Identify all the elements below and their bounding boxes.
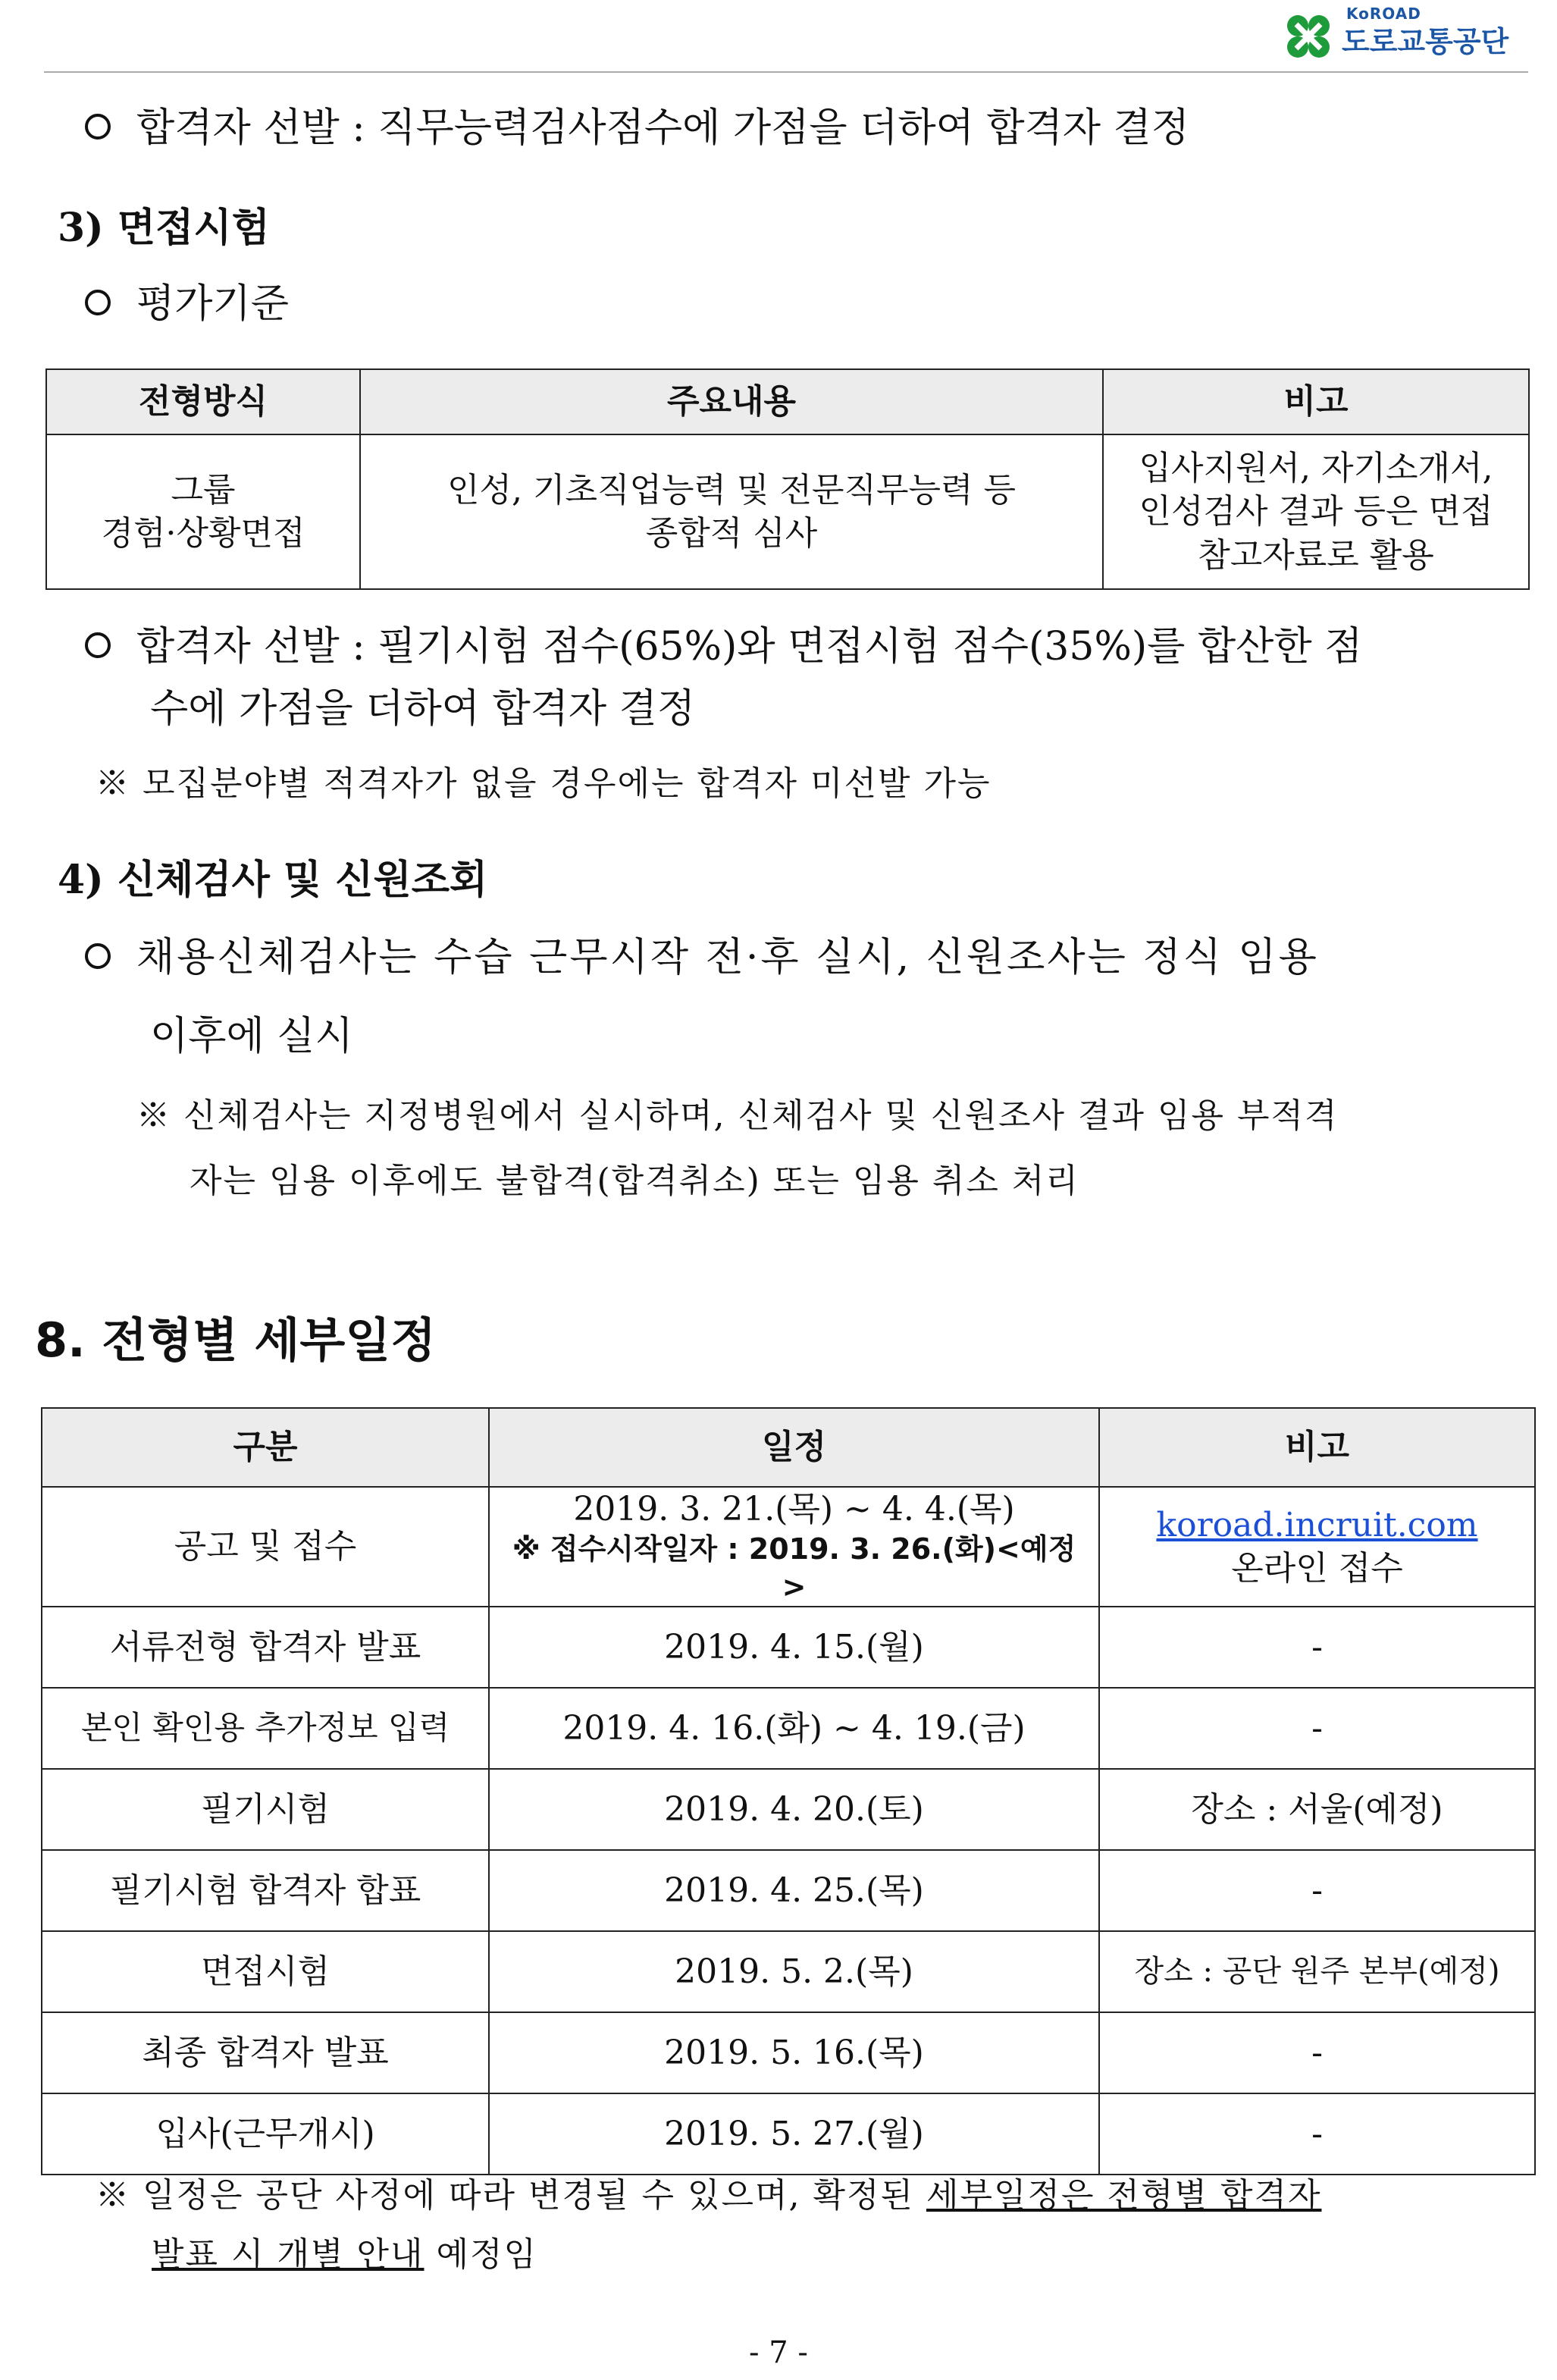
circle-bullet-icon bbox=[85, 632, 111, 658]
table-header-row bbox=[46, 369, 1529, 434]
date-cell: 2019. 4. 16.(화) ~ 4. 19.(금) bbox=[489, 1688, 1099, 1769]
table-header-row bbox=[42, 1408, 1535, 1487]
section-8-title: 8. 전형별 세부일정 bbox=[35, 1312, 437, 1368]
koroad-logo bbox=[1281, 5, 1531, 65]
criteria-label: 평가기준 bbox=[85, 281, 289, 328]
content-cell bbox=[360, 434, 1103, 589]
circle-bullet-icon bbox=[85, 114, 111, 140]
stage-cell: 필기시험 bbox=[42, 1769, 489, 1850]
stage-cell: 공고 및 접수 bbox=[42, 1487, 489, 1607]
date-cell: 2019. 5. 2.(목) bbox=[489, 1931, 1099, 2012]
table-row bbox=[42, 1931, 1535, 2012]
note-cell bbox=[1103, 434, 1529, 589]
stage-cell: 서류전형 합격자 발표 bbox=[42, 1607, 489, 1688]
table-row bbox=[42, 2012, 1535, 2093]
header-stage: 구분 bbox=[42, 1408, 489, 1487]
table-row bbox=[46, 434, 1529, 589]
date-cell: 2019. 4. 15.(월) bbox=[489, 1607, 1099, 1688]
note-cell: - bbox=[1099, 1688, 1535, 1769]
schedule-footnote: ※ 일정은 공단 사정에 따라 변경될 수 있으며, 확정된 세부일정은 전형별 합격자 bbox=[96, 2176, 1322, 2215]
stage-cell: 입사(근무개시) bbox=[42, 2093, 489, 2175]
stage-cell: 본인 확인용 추가정보 입력 bbox=[42, 1688, 489, 1769]
section-4-title: 4) 신체검사 및 신원조회 bbox=[58, 857, 488, 903]
circle-bullet-icon bbox=[85, 943, 111, 969]
date-cell: 2019. 4. 25.(목) bbox=[489, 1850, 1099, 1931]
table-row bbox=[42, 1769, 1535, 1850]
date-notice: ※ 접수시작일자 : 2019. 3. 26.(화)<예정> bbox=[512, 1532, 1076, 1604]
underlined-notice: 세부일정은 전형별 합격자 bbox=[926, 2176, 1322, 2215]
table-row bbox=[42, 1607, 1535, 1688]
section-3-footnote: ※ 모집분야별 적격자가 없을 경우에는 합격자 미선발 가능 bbox=[96, 764, 992, 803]
date-cell: 2019. 4. 20.(토) bbox=[489, 1769, 1099, 1850]
note-line: 인성검사 결과 등은 면접 bbox=[1139, 492, 1493, 532]
method-line: 그룹 bbox=[171, 470, 236, 510]
note-cell: 장소 : 서울(예정) bbox=[1099, 1769, 1535, 1850]
table-row bbox=[42, 1487, 1535, 1607]
note-cell: - bbox=[1099, 2012, 1535, 2093]
note-cell: 장소 : 공단 원주 본부(예정) bbox=[1099, 1931, 1535, 2012]
note-line: 온라인 접수 bbox=[1231, 1548, 1403, 1588]
stage-cell: 필기시험 합격자 합표 bbox=[42, 1850, 489, 1931]
note-cell bbox=[1099, 1487, 1535, 1607]
method-cell bbox=[46, 434, 360, 589]
section-4-note-cont: 자는 임용 이후에도 불합격(합격취소) 또는 임용 취소 처리 bbox=[190, 1162, 1079, 1200]
content-line: 인성, 기초직업능력 및 전문직무능력 등 bbox=[447, 470, 1016, 510]
interview-selection-cont: 수에 가점을 더하여 합격자 결정 bbox=[150, 686, 696, 732]
note-line: 입사지원서, 자기소개서, bbox=[1139, 449, 1493, 488]
header-divider bbox=[44, 71, 1528, 73]
clover-icon bbox=[1281, 12, 1336, 62]
content-line: 종합적 심사 bbox=[645, 514, 818, 553]
medical-check-line-cont: 이후에 실시 bbox=[150, 1014, 353, 1059]
date-cell bbox=[489, 1487, 1099, 1607]
note-cell: - bbox=[1099, 1607, 1535, 1688]
stage-cell: 최종 합격자 발표 bbox=[42, 2012, 489, 2093]
medical-check-line: 채용신체검사는 수습 근무시작 전·후 실시, 신원조사는 정식 임용 bbox=[85, 934, 1319, 981]
method-line: 경험·상황면접 bbox=[101, 514, 305, 553]
date-line: 2019. 3. 21.(목) ~ 4. 4.(목) bbox=[573, 1490, 1015, 1529]
header-note: 비고 bbox=[1099, 1408, 1535, 1487]
table-row bbox=[42, 2093, 1535, 2175]
stage-cell: 면접시험 bbox=[42, 1931, 489, 2012]
schedule-footnote-cont: 발표 시 개별 안내 예정임 bbox=[152, 2235, 537, 2274]
page-number: - 7 - bbox=[749, 2335, 808, 2370]
date-cell: 2019. 5. 27.(월) bbox=[489, 2093, 1099, 2175]
underlined-notice: 발표 시 개별 안내 bbox=[152, 2235, 424, 2274]
section-3-title: 3) 면접시험 bbox=[58, 205, 270, 251]
note-cell: - bbox=[1099, 1850, 1535, 1931]
table-row bbox=[42, 1688, 1535, 1769]
header-date: 일정 bbox=[489, 1408, 1099, 1487]
circle-bullet-icon bbox=[85, 290, 111, 315]
note-cell: - bbox=[1099, 2093, 1535, 2175]
written-exam-selection: 합격자 선발 : 직무능력검사점수에 가점을 더하여 합격자 결정 bbox=[85, 105, 1189, 152]
schedule-table bbox=[41, 1407, 1536, 2175]
header-method: 전형방식 bbox=[46, 369, 360, 434]
section-4-note: ※ 신체검사는 지정병원에서 실시하며, 신체검사 및 신원조사 결과 임용 부적격 bbox=[136, 1096, 1339, 1135]
date-cell: 2019. 5. 16.(목) bbox=[489, 2012, 1099, 2093]
header-content: 주요내용 bbox=[360, 369, 1103, 434]
logo-title: 도로교통공단 bbox=[1342, 25, 1509, 58]
logo-wordmark: KoROAD bbox=[1346, 5, 1421, 23]
interview-criteria-table bbox=[45, 368, 1530, 590]
header-note: 비고 bbox=[1103, 369, 1529, 434]
note-line: 참고자료로 활용 bbox=[1198, 535, 1434, 575]
table-row bbox=[42, 1850, 1535, 1931]
interview-selection: 합격자 선발 : 필기시험 점수(65%)와 면접시험 점수(35%)를 합산한 점 bbox=[85, 623, 1362, 670]
recruit-site-link[interactable]: koroad.incruit.com bbox=[1156, 1505, 1478, 1544]
